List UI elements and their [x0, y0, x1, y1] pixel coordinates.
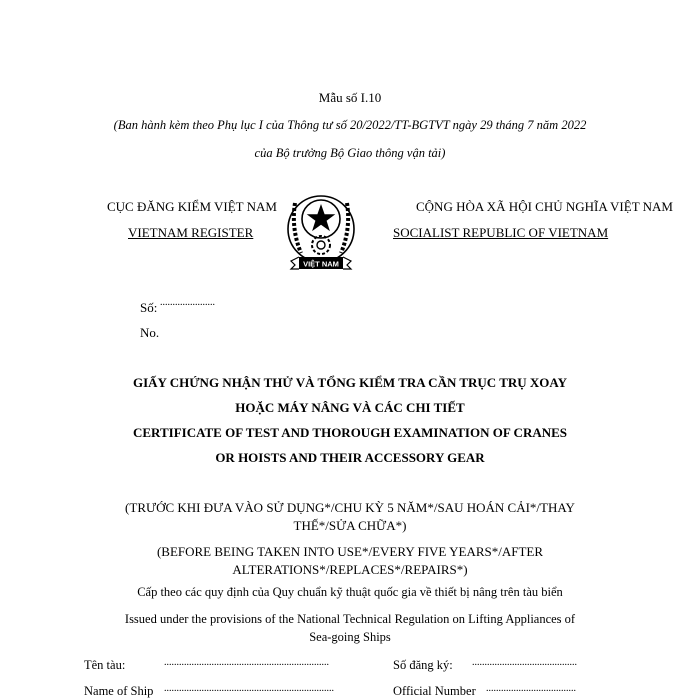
certificate-number-dots: ......................: [160, 297, 215, 308]
regulation-en-line-2: Sea-going Ships: [309, 630, 391, 644]
title-en-line-2: OR HOISTS AND THEIR ACCESSORY GEAR: [215, 450, 485, 465]
country-name-vi: CỘNG HÒA XÃ HỘI CHỦ NGHĨA VIỆT NAM: [416, 199, 673, 214]
emblem-banner-text: VIỆT NAM: [303, 259, 339, 269]
title-vi-line-2: HOẶC MÁY NÂNG VÀ CÁC CHI TIẾT: [235, 400, 465, 415]
issuer-name-vi: CỤC ĐĂNG KIỂM VIỆT NAM: [107, 199, 277, 214]
ship-name-en-field: ....................................................................: [164, 683, 334, 694]
national-emblem-icon: [287, 183, 355, 291]
issued-under-line-2: của Bộ trưởng Bộ Giao thông vận tải): [254, 146, 446, 160]
title-en-line-1: CERTIFICATE OF TEST AND THOROUGH EXAMINATION OF CRANES: [132, 425, 568, 440]
official-number-field: ....................................: [486, 683, 576, 694]
title-vi-line-1: GIẤY CHỨNG NHẬN THỬ VÀ TỔNG KIỂM TRA CẦN TRỤC TRỤ XOAY: [133, 375, 567, 390]
purpose-en-line-1: (BEFORE BEING TAKEN INTO USE*/EVERY FIVE YEARS*/AFTER: [156, 544, 544, 559]
registration-number-label: Số đăng ký:: [393, 658, 453, 672]
issued-under-line-1: (Ban hành kèm theo Phụ lục I của Thông tư số 20/2022/TT-BGTVT ngày 29 tháng 7 năm 2022: [113, 118, 587, 132]
issuer-name-en: VIETNAM REGISTER: [128, 225, 254, 240]
so-label: Số:: [140, 300, 158, 315]
regulation-en-line-1: Issued under the provisions of the National Technical Regulation on Lifting Appliances of: [124, 612, 576, 626]
regulation-vi: Cấp theo các quy định của Quy chuẩn kỹ thuật quốc gia về thiết bị nâng trên tàu biển: [137, 585, 563, 599]
no-label: No.: [140, 325, 160, 340]
purpose-vi-line-2: THẾ*/SỬA CHỮA*): [293, 518, 407, 533]
official-number-label: Official Number: [393, 684, 476, 698]
form-number: Mẫu số I.10: [318, 90, 382, 105]
purpose-vi-line-1: (TRƯỚC KHI ĐƯA VÀO SỬ DỤNG*/CHU KỲ 5 NĂM*/SAU HOÁN CẢI*/THAY: [125, 500, 575, 515]
purpose-en-line-2: ALTERATIONS*/REPLACES*/REPAIRS*): [232, 562, 468, 577]
ship-name-en-label: Name of Ship: [84, 684, 154, 698]
ship-name-vi-field: ..................................................................: [164, 657, 329, 668]
ship-name-vi-label: Tên tàu:: [84, 658, 126, 672]
registration-number-field: ..........................................: [472, 657, 577, 668]
country-name-en: SOCIALIST REPUBLIC OF VIETNAM: [393, 225, 609, 240]
